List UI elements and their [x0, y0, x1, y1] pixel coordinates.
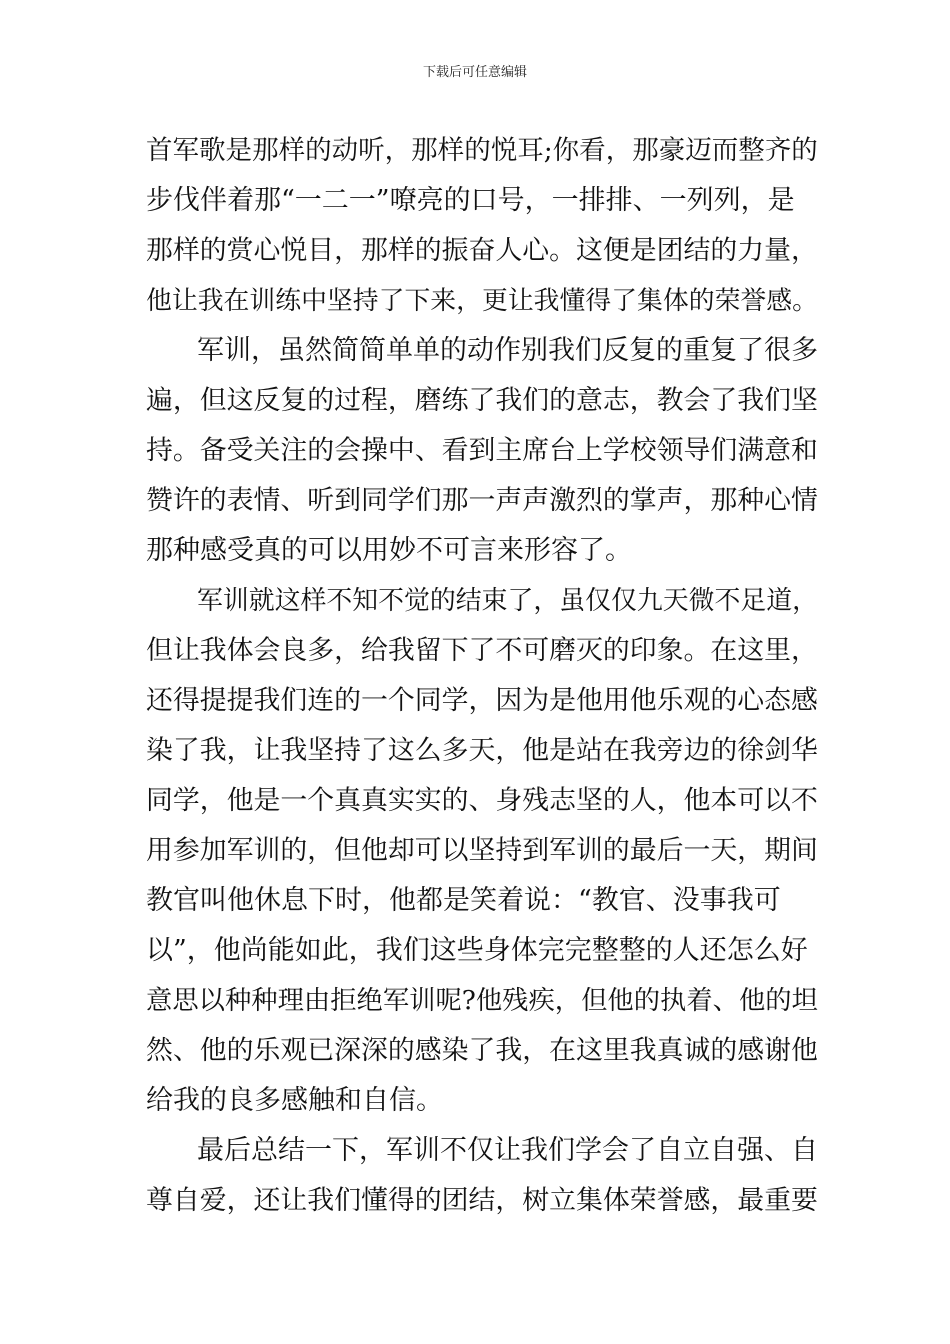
text-line: 他让我在训练中坚持了下来，更让我懂得了集体的荣誉感。	[146, 286, 818, 316]
text-line: 同学，他是一个真真实实的、身残志坚的人，他本可以不	[146, 785, 818, 816]
text-line: 首军歌是那样的动听，那样的悦耳;你看，那豪迈而整齐的	[146, 135, 818, 166]
text-line: 尊自爱，还让我们懂得的团结，树立集体荣誉感，最重要	[146, 1185, 818, 1216]
text-line: 以”，他尚能如此，我们这些身体完完整整的人还怎么好	[146, 935, 808, 966]
document-body	[146, 126, 818, 1226]
text-line: 军训，虽然简简单单的动作别我们反复的重复了很多	[197, 335, 818, 366]
text-line: 军训就这样不知不觉的结束了，虽仅仅九天微不足道，	[197, 586, 819, 616]
paragraph	[146, 1126, 818, 1226]
text-line: 但让我体会良多，给我留下了不可磨灭的印象。在这里，	[146, 635, 818, 666]
text-line: 教官叫他休息下时，他都是笑着说：“教官、没事我可	[146, 885, 781, 916]
text-line: 然、他的乐观已深深的感染了我，在这里我真诚的感谢他	[146, 1035, 818, 1066]
page-header: 下载后可任意编辑	[422, 65, 527, 80]
text-line: 那样的赏心悦目，那样的振奋人心。这便是团结的力量，	[146, 235, 818, 266]
text-line: 赞许的表情、听到同学们那一声声激烈的掌声，那种心情	[146, 485, 818, 516]
text-line: 最后总结一下，军训不仅让我们学会了自立自强、自	[197, 1135, 818, 1166]
paragraph	[146, 576, 818, 1126]
paragraph	[146, 326, 818, 576]
text-line: 给我的良多感触和自信。	[146, 1085, 443, 1116]
paragraph	[146, 126, 818, 326]
text-line: 用参加军训的，但他却可以坚持到军训的最后一天，期间	[146, 835, 818, 866]
text-line: 那种感受真的可以用妙不可言来形容了。	[146, 535, 632, 566]
text-line: 步伐伴着那“一二一”嘹亮的口号，一排排、一列列，是	[146, 185, 795, 216]
text-line: 染了我，让我坚持了这么多天，他是站在我旁边的徐剑华	[146, 735, 818, 766]
text-line: 持。备受关注的会操中、看到主席台上学校领导们满意和	[146, 435, 818, 466]
text-line: 遍，但这反复的过程，磨练了我们的意志，教会了我们坚	[146, 385, 818, 416]
text-line: 意思以种种理由拒绝军训呢?他残疾，但他的执着、他的坦	[146, 986, 818, 1016]
text-line: 还得提提我们连的一个同学，因为是他用他乐观的心态感	[146, 685, 818, 716]
